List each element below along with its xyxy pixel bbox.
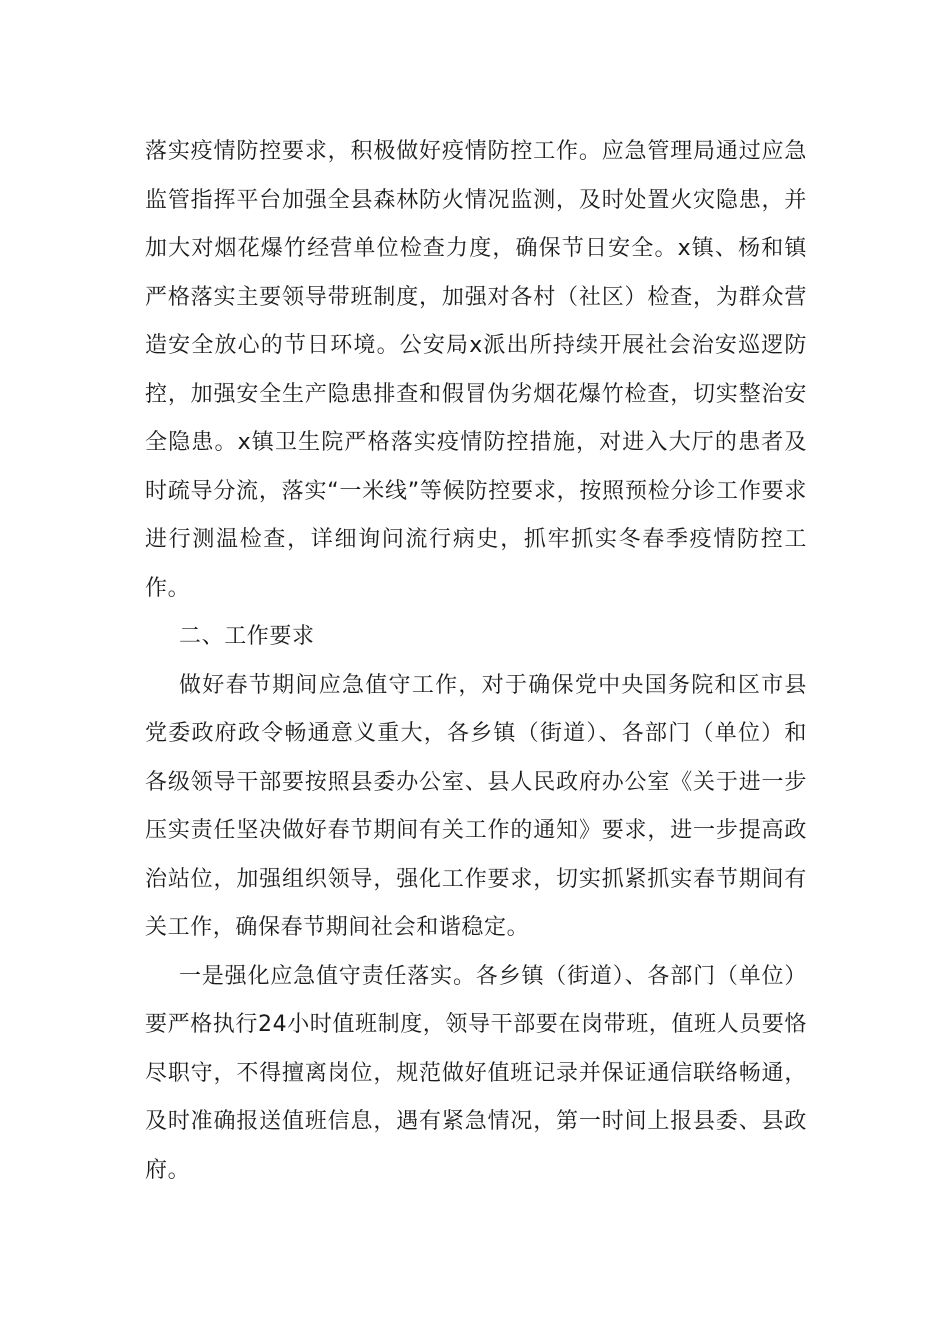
paragraph: 做好春节期间应急值守工作，对于确保党中央国务院和区市县党委政府政令畅通意义重大，各乡镇（街道）、各部门（单位）和各级领导干部要按照县委办公室、县人民政府办公室《关于进一步压实责任坚决做好春节期间有关工作的通知》要求，进一步提高政治站位，加强组织领导，强化工作要求，切实抓紧抓实春节期间有关工作，确保春节期间社会和谐稳定。 [145,672,807,940]
paragraph-continued: 落实疫情防控要求，积极做好疫情防控工作。应急管理局通过应急监管指挥平台加强全县森林防火情况监测，及时处置火灾隐患，并加大对烟花爆竹经营单位检查力度，确保节日安全。x镇、杨和镇严格落实主要领导带班制度，加强对各村（社区）检查，为群众营造安全放心的节日环境。公安局x派出所持续开展社会治安巡逻防控，加强安全生产隐患排查和假冒伪劣烟花爆竹检查，切实整治安全隐患。x镇卫生院严格落实疫情防控措施，对进入大厅的患者及时疏导分流，落实“一米线”等候防控要求，按照预检分诊工作要求进行测温检查，详细询问流行病史，抓牢抓实冬春季疫情防控工作。 [145,139,807,601]
section-heading: 二、工作要求 [179,624,315,649]
paragraph: 一是强化应急值守责任落实。各乡镇（街道）、各部门（单位）要严格执行24小时值班制度，领导干部要在岗带班，值班人员要恪尽职守，不得擅离岗位，规范做好值班记录并保证通信联络畅通，及时准确报送值班信息，遇有紧急情况，第一时间上报县委、县政府。 [145,963,807,1183]
document-body [145,128,807,1195]
